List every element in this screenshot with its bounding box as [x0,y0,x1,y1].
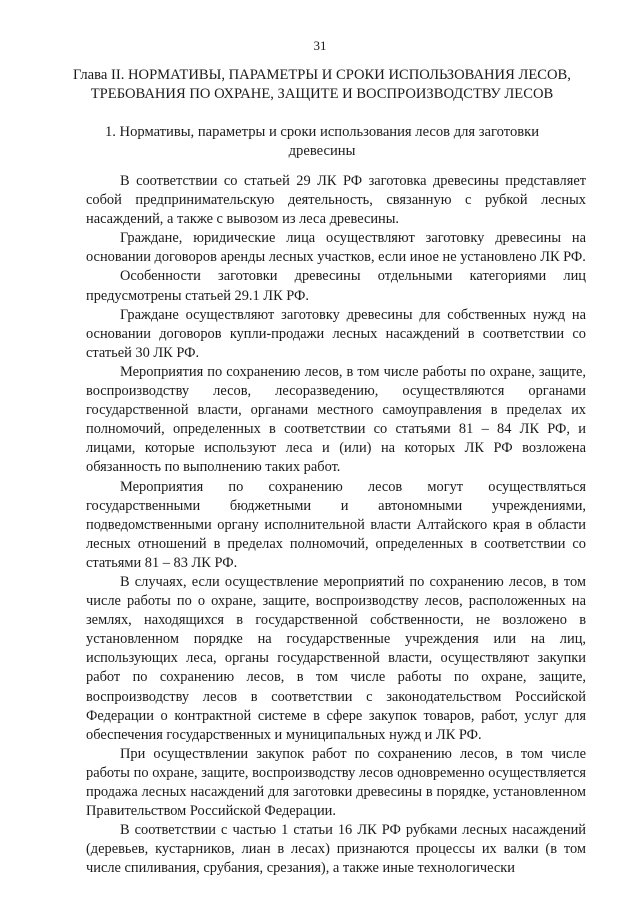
paragraph-special-categories: Особенности заготовки древесины отдельными категориями лиц предусмотрены статьей 29.1 ЛК РФ. [86,268,586,304]
chapter-title: Глава II. НОРМАТИВЫ, ПАРАМЕТРЫ И СРОКИ ИСПОЛЬЗОВАНИЯ ЛЕСОВ, ТРЕБОВАНИЯ ПО ОХРАНЕ, ЗАЩИТЕ И ВОСПРОИЗВОДСТВУ ЛЕСОВ [73,67,571,102]
document-body [86,172,586,878]
page-number: 31 [313,38,327,53]
paragraph-lease-agreements: Граждане, юридические лица осуществляют заготовку древесины на основании договоров аренды лесных участков, если иное не установлено ЛК РФ. [86,230,586,266]
section-title: 1. Нормативы, параметры и сроки использования лесов для заготовки древесины [104,124,540,159]
paragraph-procurement-sales: При осуществлении закупок работ по сохранению лесов, в том числе работы по охране, защите, воспроизводству лесов одновременно осуществляется продажа лесных насаждений для заготовки древесины в порядке, установленном Правительством Российской Федерации. [86,745,586,820]
paragraph-procurement-cases: В случаях, если осуществление мероприятий по сохранению лесов, в том числе работы по о охране, защите, воспроизводству лесов, расположенных на землях, находящихся в государственной собственности, не возложено в установленном порядке на государственные учреждения или на лиц, использующих леса, органы государственной власти, осуществляют закупки работ по сохранению лесов, в том числе работы по охране, защите, воспроизводству лесов в соответствии с законодательством Российской Федерации о контрактной системе в сфере закупок товаров, работ, услуг для обеспечения государственных и муниципальных нужд и ЛК РФ. [86,573,586,743]
paragraph-state-institutions: Мероприятия по сохранению лесов могут осуществляться государственными бюджетными и автономными учреждениями, подведомственными органу исполнительной власти Алтайского края в области лесных отношений в пределах полномочий, определенных в соответствии со статьями 81 – 83 ЛК РФ. [86,478,586,571]
paragraph-logging-processes: В соответствии с частью 1 статьи 16 ЛК РФ рубками лесных насаждений (деревьев, кустарников, лиан в лесах) признаются процессы их валки (в том числе спиливания, срубания, срезания), а также иные технологически [86,822,586,877]
paragraph-logging-definition: В соответствии со статьей 29 ЛК РФ заготовка древесины представляет собой предпринимательскую деятельность, связанную с рубкой лесных насаждений, а также с вывозом из леса древесины. [86,173,586,228]
paragraph-conservation-measures: Мероприятия по сохранению лесов, в том числе работы по охране, защите, воспроизводству лесов, лесоразведению, осуществляются органами государственной власти, органами местного самоуправления в пределах их полномочий, определенных в соответствии со статьями 81 – 84 ЛК РФ, и лицами, которые используют леса и (или) на которых ЛК РФ возложена обязанность по выполнению таких работ. [86,363,586,476]
paragraph-own-needs: Граждане осуществляют заготовку древесины для собственных нужд на основании договоров купли-продажи лесных насаждений в соответствии со статьей 30 ЛК РФ. [86,306,586,361]
